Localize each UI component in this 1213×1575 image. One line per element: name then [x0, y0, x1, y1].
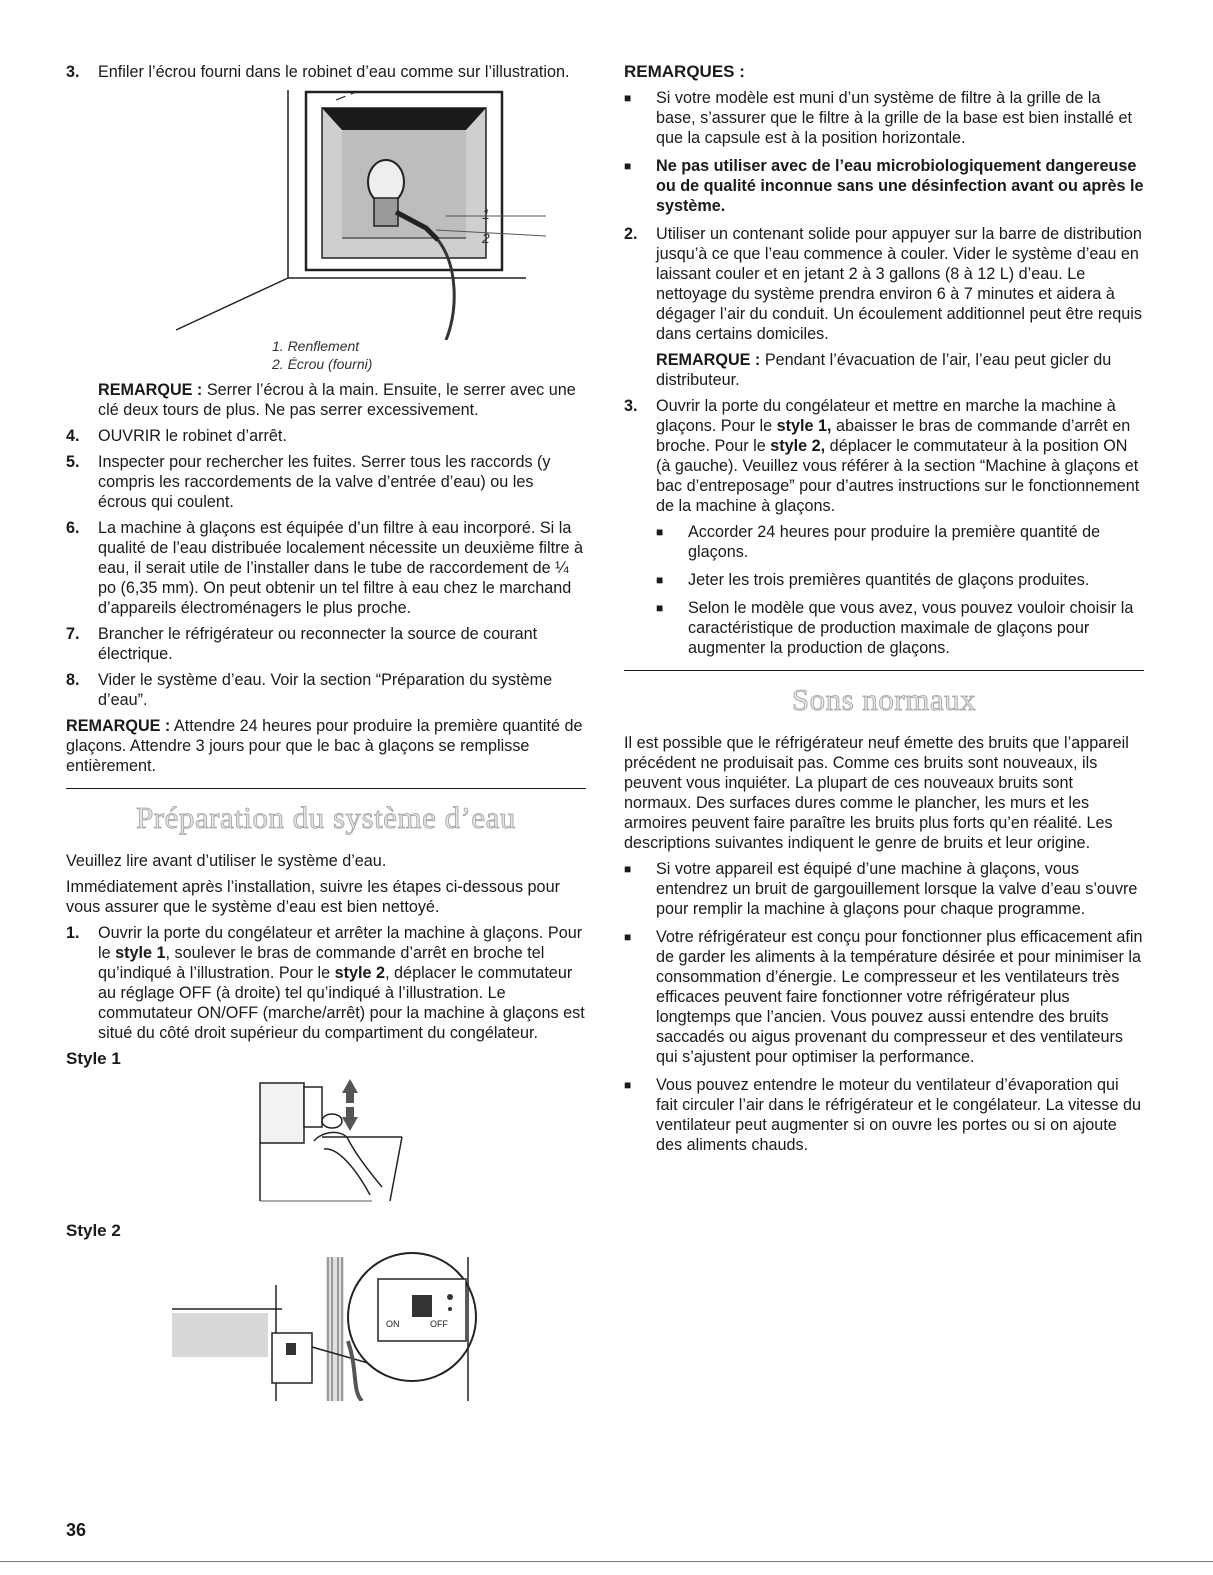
remarque-text: Pendant l’évacuation de l’air, l’eau peut gicler du distributeur. — [656, 351, 1112, 389]
step-number: 7. — [66, 625, 80, 643]
sound-text: Vous pouvez entendre le moteur du ventilateur d’évaporation qui fait circuler l’air dans le réfrigérateur et le congélateur. La vitesse du ventilateur peut augmenter si on ouvre les portes ou si on ajoute des aliments chauds. — [656, 1076, 1141, 1154]
step-number: 3. — [66, 63, 80, 81]
ice-bullet-24h — [656, 522, 1144, 562]
right-column — [624, 62, 1144, 1163]
section-title-normal-sounds: Sons normaux — [791, 682, 977, 717]
step-7 — [66, 624, 586, 664]
step-text: Enfiler l’écrou fourni dans le robinet d’eau comme sur l’illustration. — [98, 63, 570, 81]
text-part: abaisser le bras de commande d’arrêt en broche. Pour le — [656, 417, 1131, 455]
step-number: 6. — [66, 519, 80, 537]
ice-bullet-discard — [656, 570, 1144, 590]
caption-nut: 2. Écrou (fourni) — [272, 356, 373, 372]
remarque-label: REMARQUE : — [98, 381, 203, 399]
sound-item-gurgle — [624, 859, 1144, 919]
remarque-air-purge — [624, 350, 1144, 390]
faucet-illustration — [66, 90, 586, 380]
step-text: La machine à glaçons est équipée d’un filtre à eau incorporé. Si la qualité de l’eau distribuée localement nécessite un deuxième filtre à eau, il serait utile de l’installer dans le tube de raccordement de ¼ po (6,35 mm). On peut obtenir un tel filtre à eau chez le marchand d’appareils électroménagers le plus proche. — [98, 519, 584, 617]
style-1-drawing — [252, 1077, 472, 1209]
style-1-ref: style 1 — [115, 944, 166, 962]
remarque-tighten — [66, 380, 586, 420]
style-2-ref: style 2 — [334, 964, 386, 982]
step-number: 8. — [66, 671, 80, 689]
bullet-square: ■ — [656, 601, 664, 615]
callout-2: 2 — [482, 230, 490, 246]
remarque-label: REMARQUE : — [66, 717, 171, 735]
bullet-square: ■ — [656, 573, 664, 587]
style-2-label: Style 2 — [66, 1221, 121, 1240]
prep-step-1 — [66, 923, 586, 1043]
bullet-square: ■ — [624, 1078, 632, 1092]
remarque-ice-wait — [66, 716, 586, 776]
section-divider — [66, 788, 586, 789]
step-5 — [66, 452, 586, 512]
sound-text: Votre réfrigérateur est conçu pour fonctionner plus efficacement afin de garder les aliments à la température désirée et pour minimiser la consommation d’énergie. Le compresseur et les ventilateurs très efficaces peuvent faire fonctionner votre réfrigérateur plus longtemps que l’ancien. Vous pouvez aussi entendre des bruits saccadés ou aigus provenant du compresseur et des ventilateurs qui s’ajustent pour optimiser la performance. — [656, 928, 1143, 1066]
bullet-text: Jeter les trois premières quantités de glaçons produites. — [688, 571, 1090, 589]
bullet-square: ■ — [624, 862, 632, 876]
prep-step-2 — [624, 224, 1144, 344]
step-6 — [66, 518, 586, 618]
text-part: , soulever le bras de commande d’arrêt en broche tel qu’indiqué à l’illustration. Pour le — [98, 944, 545, 982]
text-part: Ouvrir la porte du congélateur et arrêter la machine à glaçons. Pour le — [98, 924, 583, 962]
sound-item-fan — [624, 1075, 1144, 1155]
prep-step-3 — [624, 396, 1144, 516]
sound-item-compressor — [624, 927, 1144, 1067]
note-text: Si votre modèle est muni d’un système de filtre à la grille de la base, s’assurer que le filtre à la grille de la base est bien installé et que la capsule est à la position horizontale. — [656, 89, 1132, 147]
style-1-label: Style 1 — [66, 1049, 121, 1068]
step-number: 1. — [66, 924, 80, 942]
step-text — [656, 397, 1139, 515]
remarque-label: REMARQUE : — [656, 351, 761, 369]
step-text: Brancher le réfrigérateur ou reconnecter la source de courant électrique. — [98, 625, 538, 663]
remarque-text: Serrer l’écrou à la main. Ensuite, le serrer avec une clé deux tours de plus. Ne pas serrer excessivement. — [98, 381, 576, 419]
section-title-water-system: Préparation du système d’eau — [136, 800, 516, 835]
bullet-square: ■ — [656, 525, 664, 539]
section-divider — [624, 670, 1144, 671]
text-part: Ouvrir la porte du congélateur et mettre en marche la machine à glaçons. Pour le — [656, 397, 1116, 435]
remarque-text: Attendre 24 heures pour produire la première quantité de glaçons. Attendre 3 jours pour que le bac à glaçons se remplisse entièrement. — [66, 717, 583, 775]
ice-bullet-max — [656, 598, 1144, 658]
step-text: Utiliser un contenant solide pour appuyer sur la barre de distribution jusqu’à ce que l’eau commence à couler. Vider le système d’eau en laissant couler et en jetant 2 à 3 gallons (8 à 12 L) d’eau. Le nettoyage du système prendra environ 6 à 7 minutes et aidera à dégager l’air du conduit. Un écoulement additionnel peut être requis dans certains domiciles. — [656, 225, 1142, 343]
note-text: Ne pas utiliser avec de l’eau microbiologiquement dangereuse ou de qualité inconnue sans une désinfection avant ou après le système. — [656, 157, 1144, 215]
sound-text: Si votre appareil est équipé d’une machine à glaçons, vous entendrez un bruit de gargouillement lorsque la valve d’eau s’ouvre pour remplir la machine à glaçons pour chaque programme. — [656, 860, 1138, 918]
intro-after-install: Immédiatement après l’installation, suivre les étapes ci-dessous pour vous assurer que le système d’eau est bien nettoyé. — [66, 878, 560, 916]
note-grille-filter — [624, 88, 1144, 148]
caption-bulge: 1. Renflement — [272, 338, 360, 354]
step-text — [98, 924, 585, 1042]
intro-read-before: Veuillez lire avant d’utiliser le système d’eau. — [66, 852, 387, 870]
bullet-text: Accorder 24 heures pour produire la première quantité de glaçons. — [688, 523, 1101, 561]
remarques-heading: REMARQUES : — [624, 62, 745, 81]
switch-on-label: ON — [386, 1319, 400, 1329]
step-3-faucet-nut — [66, 62, 586, 82]
sounds-intro: Il est possible que le réfrigérateur neuf émette des bruits que l’appareil précédent ne produisait pas. Comme ces bruits sont nouveaux, ils peuvent vous inquiéter. La plupart de ces nouveaux bruits sont normaux. Des surfaces dures comme le plancher, les murs et les armoires peuvent faire paraître les bruits plus forts qu’en réalité. Les descriptions suivantes indiquent le genre de bruits et leur origine. — [624, 734, 1129, 852]
bullet-text: Selon le modèle que vous avez, vous pouvez vouloir choisir la caractéristique de production maximale de glaçons pour augmenter la production de glaçons. — [688, 599, 1134, 657]
left-column — [66, 62, 586, 1399]
step-number: 4. — [66, 427, 80, 445]
page-number: 36 — [66, 1520, 87, 1540]
step-number: 5. — [66, 453, 80, 471]
step-text: Inspecter pour rechercher les fuites. Serrer tous les raccords (y compris les raccordements de la valve d’entrée d’eau) ou les écrous qui coulent. — [98, 453, 551, 511]
style-1-illustration — [66, 1077, 586, 1209]
style-2-illustration — [66, 1249, 586, 1399]
step-4 — [66, 426, 586, 446]
bullet-square: ■ — [624, 159, 632, 173]
style-2-ref: style 2, — [770, 437, 826, 455]
callout-1: 1 — [482, 206, 490, 222]
bullet-square: ■ — [624, 930, 632, 944]
style-1-ref: style 1, — [776, 417, 832, 435]
bullet-square: ■ — [624, 91, 632, 105]
step-text: OUVRIR le robinet d’arrêt. — [98, 427, 287, 445]
step-number: 3. — [624, 397, 638, 415]
faucet-drawing — [146, 90, 606, 340]
step-text: Vider le système d’eau. Voir la section “Préparation du système d’eau”. — [98, 671, 553, 709]
step-number: 2. — [624, 225, 638, 243]
switch-off-label: OFF — [430, 1319, 448, 1329]
page-bottom-rule — [0, 1561, 1213, 1562]
text-part: déplacer le commutateur à la position ON (à gauche). Veuillez vous référer à la section “Machine à glaçons et bac d’entreposage” pour d’autres instructions sur le fonctionnement de la machine à glaçons. — [656, 437, 1140, 515]
text-part: , déplacer le commutateur au réglage OFF (à droite) tel qu’indiqué à l’illustration. Le commutateur ON/OFF (marche/arrêt) pour la machine à glaçons est situé du côté droit supérieur du compartiment du congélateur. — [98, 964, 585, 1042]
step-8 — [66, 670, 586, 710]
note-water-safety — [624, 156, 1144, 216]
